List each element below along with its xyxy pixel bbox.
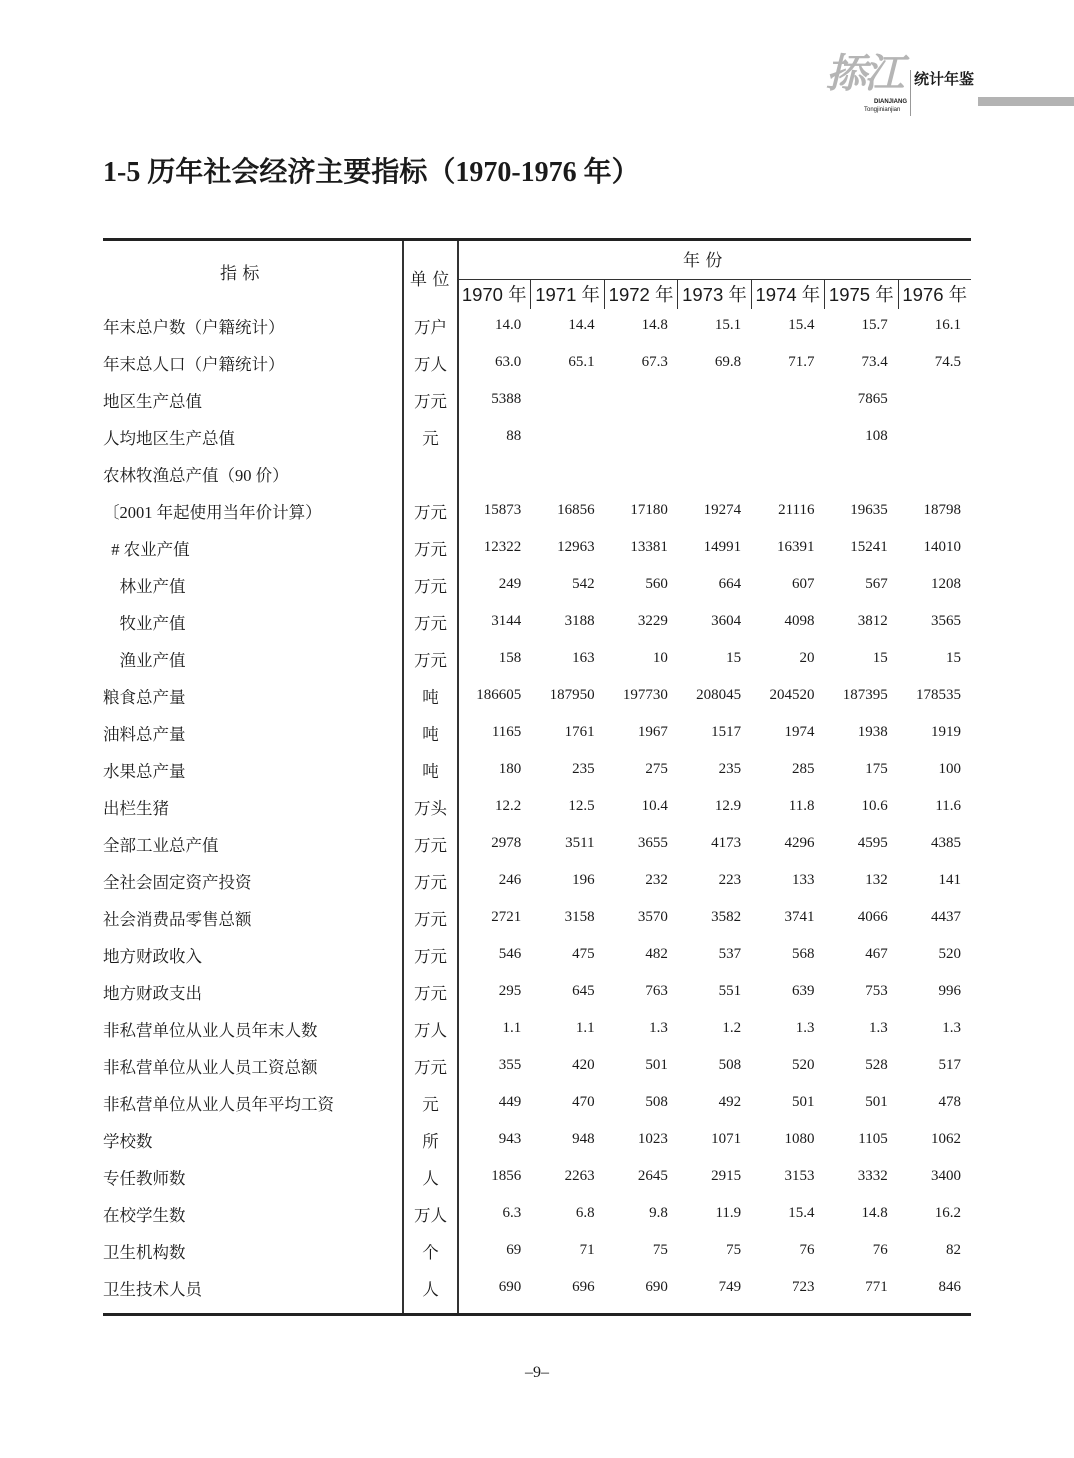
cell-value: 690 [645, 1279, 668, 1295]
row-label: 油料总产量 [103, 724, 186, 744]
year-header: 1973 年 [677, 280, 750, 309]
cell-value: 88 [506, 428, 522, 444]
row-label: 专任教师数 [103, 1168, 186, 1188]
cell-value: 3570 [637, 909, 668, 925]
cell-value: 753 [865, 983, 888, 999]
cell-value: 12322 [483, 539, 522, 555]
row-label: 年末总人口（户籍统计） [103, 354, 285, 374]
row-label: 非私营单位从业人员工资总额 [103, 1057, 318, 1077]
header-year-group: 年 份 [683, 251, 723, 271]
row-unit: 吨 [422, 687, 439, 707]
cell-value: 15.4 [788, 1205, 815, 1221]
cell-value: 100 [938, 761, 962, 777]
row-label: 全部工业总产值 [103, 835, 219, 855]
cell-value: 10.4 [641, 798, 668, 814]
row-label: 非私营单位从业人员年平均工资 [103, 1094, 334, 1114]
cell-value: 235 [718, 761, 742, 777]
row-unit: 万元 [413, 391, 447, 411]
cell-value: 1.3 [795, 1020, 815, 1036]
cell-value: 132 [865, 872, 888, 888]
cell-value: 4098 [784, 613, 815, 629]
table-row [103, 640, 971, 677]
table-row [103, 973, 971, 1010]
row-label: 渔业产值 [103, 650, 186, 670]
cell-value: 1517 [711, 724, 742, 740]
table-row [103, 1195, 971, 1232]
row-unit: 万元 [413, 613, 447, 633]
row-unit: 个 [422, 1242, 439, 1262]
table-row [103, 1158, 971, 1195]
cell-value: 14.4 [568, 317, 595, 333]
cell-value: 235 [572, 761, 595, 777]
year-header: 1975 年 [824, 280, 897, 309]
logo-calligraphy: 掭江 [826, 51, 902, 96]
row-label: 人均地区生产总值 [103, 428, 235, 448]
cell-value: 607 [791, 576, 815, 592]
cell-value: 275 [645, 761, 668, 777]
row-label: 年末总户数（户籍统计） [103, 317, 285, 337]
cell-value: 17180 [630, 502, 668, 518]
cell-value: 9.8 [649, 1205, 668, 1221]
cell-value: 420 [572, 1057, 595, 1073]
cell-value: 492 [718, 1094, 742, 1110]
cell-value: 14010 [923, 539, 962, 555]
table-bottom-rule [103, 1313, 971, 1316]
cell-value: 478 [938, 1094, 962, 1110]
cell-value: 537 [718, 946, 742, 962]
logo-pinyin-sub: Tongjinianjian [864, 107, 901, 113]
cell-value: 567 [865, 576, 888, 592]
cell-value: 3188 [564, 613, 595, 629]
logo-name: 统计年鉴 [914, 70, 975, 88]
cell-value: 196 [572, 872, 595, 888]
row-label: 水果总产量 [103, 761, 186, 781]
cell-value: 690 [498, 1279, 522, 1295]
cell-value: 141 [938, 872, 962, 888]
cell-value: 12.2 [495, 798, 522, 814]
logo-pinyin: DIANJIANG [874, 99, 908, 105]
cell-value: 3400 [931, 1168, 962, 1184]
cell-value: 501 [791, 1094, 815, 1110]
cell-value: 246 [498, 872, 522, 888]
table-body [103, 307, 971, 1306]
row-label: 牧业产值 [103, 613, 186, 633]
row-unit: 万头 [413, 798, 447, 818]
cell-value: 7865 [857, 391, 888, 407]
cell-value: 18798 [923, 502, 962, 518]
row-unit: 万元 [413, 946, 447, 966]
cell-value: 3604 [711, 613, 742, 629]
row-unit: 万人 [413, 1205, 447, 1225]
table-row [103, 1010, 971, 1047]
table-top-rule [103, 238, 971, 241]
table-row [103, 714, 971, 751]
row-label: 在校学生数 [103, 1205, 186, 1225]
cell-value: 6.3 [502, 1205, 522, 1221]
row-label: 粮食总产量 [103, 687, 186, 707]
cell-value: 1856 [491, 1168, 522, 1184]
yearbook-logo [826, 52, 986, 122]
cell-value: 1062 [931, 1131, 962, 1147]
cell-value: 16856 [557, 502, 595, 518]
cell-value: 1208 [931, 576, 962, 592]
cell-value: 180 [498, 761, 522, 777]
cell-value: 1.3 [869, 1020, 888, 1036]
row-unit: 元 [422, 428, 439, 448]
cell-value: 482 [645, 946, 668, 962]
cell-value: 15.1 [714, 317, 742, 333]
cell-value: 1023 [637, 1131, 668, 1147]
cell-value: 63.0 [495, 354, 522, 370]
cell-value: 21116 [778, 502, 815, 518]
cell-value: 645 [572, 983, 595, 999]
row-label: 农林牧渔总产值（90 价） [103, 465, 289, 485]
page-title: 1-5 历年社会经济主要指标（1970-1976 年） [103, 157, 640, 188]
cell-value: 69 [506, 1242, 522, 1258]
cell-value: 67.3 [641, 354, 668, 370]
cell-value: 5388 [491, 391, 522, 407]
row-unit: 吨 [422, 724, 439, 744]
table-row [103, 1232, 971, 1269]
cell-value: 1.1 [502, 1020, 522, 1036]
cell-value: 2645 [637, 1168, 668, 1184]
cell-value: 546 [498, 946, 522, 962]
cell-value: 1761 [564, 724, 595, 740]
table-row [103, 862, 971, 899]
cell-value: 187395 [842, 687, 888, 703]
row-label: 出栏生猪 [103, 798, 169, 818]
cell-value: 3158 [564, 909, 595, 925]
cell-value: 2978 [491, 835, 522, 851]
row-unit: 万人 [413, 354, 447, 374]
cell-value: 508 [718, 1057, 742, 1073]
cell-value: 1080 [784, 1131, 815, 1147]
table-row [103, 1121, 971, 1158]
cell-value: 11.8 [788, 798, 815, 814]
row-unit: 万元 [413, 650, 447, 670]
table-row [103, 677, 971, 714]
table-row [103, 1047, 971, 1084]
row-unit: 所 [422, 1131, 439, 1151]
row-label: 林业产值 [103, 576, 186, 596]
cell-value: 108 [865, 428, 888, 444]
cell-value: 551 [718, 983, 742, 999]
cell-value: 6.8 [575, 1205, 595, 1221]
cell-value: 1938 [857, 724, 888, 740]
cell-value: 1974 [784, 724, 815, 740]
row-unit: 人 [422, 1168, 439, 1188]
cell-value: 15 [872, 650, 888, 666]
table-row [103, 307, 971, 344]
cell-value: 3332 [857, 1168, 888, 1184]
header-indicator: 指 标 [220, 264, 260, 284]
row-label: 卫生技术人员 [103, 1279, 202, 1299]
cell-value: 3812 [857, 613, 888, 629]
cell-value: 16.2 [934, 1205, 962, 1221]
cell-value: 69.8 [714, 354, 742, 370]
cell-value: 16391 [776, 539, 815, 555]
cell-value: 4066 [857, 909, 888, 925]
cell-value: 846 [938, 1279, 962, 1295]
row-unit: 万元 [413, 909, 447, 929]
cell-value: 20 [799, 650, 815, 666]
row-label: 〔2001 年起使用当年价计算） [103, 502, 322, 522]
cell-value: 3511 [565, 835, 595, 851]
year-header: 1976 年 [898, 280, 971, 309]
cell-value: 178535 [916, 687, 962, 703]
row-label: 学校数 [103, 1131, 153, 1151]
cell-value: 14991 [703, 539, 742, 555]
cell-value: 197730 [622, 687, 668, 703]
cell-value: 14.8 [641, 317, 668, 333]
cell-value: 568 [791, 946, 815, 962]
table-row [103, 751, 971, 788]
cell-value: 19274 [703, 502, 742, 518]
row-unit: 万人 [413, 1020, 447, 1040]
table-row [103, 899, 971, 936]
cell-value: 10 [652, 650, 668, 666]
cell-value: 1105 [858, 1131, 888, 1147]
cell-value: 208045 [696, 687, 742, 703]
cell-value: 501 [865, 1094, 888, 1110]
cell-value: 501 [645, 1057, 668, 1073]
row-label: 卫生机构数 [103, 1242, 186, 1262]
table-row [103, 529, 971, 566]
cell-value: 11.6 [935, 798, 962, 814]
year-header-row [458, 279, 971, 309]
cell-value: 3655 [637, 835, 668, 851]
table-row [103, 603, 971, 640]
cell-value: 696 [572, 1279, 595, 1295]
row-label: 社会消费品零售总额 [103, 909, 252, 929]
row-label: 地方财政收入 [103, 946, 202, 966]
cell-value: 749 [718, 1279, 742, 1295]
row-label: 非私营单位从业人员年末人数 [103, 1020, 318, 1040]
cell-value: 771 [865, 1279, 888, 1295]
cell-value: 15873 [483, 502, 522, 518]
cell-value: 1.2 [722, 1020, 742, 1036]
cell-value: 3565 [931, 613, 962, 629]
cell-value: 508 [645, 1094, 668, 1110]
cell-value: 3582 [711, 909, 742, 925]
cell-value: 467 [865, 946, 888, 962]
cell-value: 1.3 [942, 1020, 962, 1036]
cell-value: 4437 [931, 909, 962, 925]
cell-value: 75 [726, 1242, 742, 1258]
cell-value: 12.9 [714, 798, 742, 814]
cell-value: 2721 [491, 909, 522, 925]
table-row [103, 344, 971, 381]
cell-value: 1071 [711, 1131, 742, 1147]
cell-value: 520 [938, 946, 962, 962]
row-unit: 元 [422, 1094, 439, 1114]
cell-value: 158 [498, 650, 522, 666]
cell-value: 520 [791, 1057, 815, 1073]
cell-value: 4385 [931, 835, 962, 851]
cell-value: 10.6 [861, 798, 888, 814]
header-unit: 单 位 [410, 270, 450, 290]
cell-value: 639 [791, 983, 815, 999]
row-unit: 万元 [413, 835, 447, 855]
cell-value: 2263 [564, 1168, 595, 1184]
row-label: 地区生产总值 [103, 391, 202, 411]
header-bar [978, 97, 1074, 106]
cell-value: 187950 [549, 687, 595, 703]
cell-value: 15 [946, 650, 962, 666]
cell-value: 4173 [711, 835, 742, 851]
row-unit: 人 [422, 1279, 439, 1299]
cell-value: 4296 [784, 835, 815, 851]
cell-value: 232 [645, 872, 668, 888]
cell-value: 133 [791, 872, 815, 888]
cell-value: 475 [572, 946, 595, 962]
row-unit: 万元 [413, 872, 447, 892]
cell-value: 3741 [784, 909, 815, 925]
cell-value: 12.5 [568, 798, 595, 814]
year-header: 1974 年 [751, 280, 824, 309]
cell-value: 517 [938, 1057, 962, 1073]
table-row [103, 1269, 971, 1306]
cell-value: 223 [718, 872, 742, 888]
logo-divider [910, 70, 911, 116]
cell-value: 763 [645, 983, 668, 999]
cell-value: 16.1 [934, 317, 962, 333]
cell-value: 528 [865, 1057, 888, 1073]
cell-value: 449 [498, 1094, 522, 1110]
table-row [103, 418, 971, 455]
cell-value: 943 [498, 1131, 522, 1147]
row-unit: 万元 [413, 539, 447, 559]
row-label: 地方财政支出 [103, 983, 202, 1003]
cell-value: 1165 [491, 724, 522, 740]
row-unit: 吨 [422, 761, 439, 781]
cell-value: 65.1 [568, 354, 595, 370]
cell-value: 19635 [850, 502, 888, 518]
cell-value: 74.5 [934, 354, 962, 370]
cell-value: 73.4 [861, 354, 888, 370]
cell-value: 723 [791, 1279, 815, 1295]
cell-value: 11.9 [715, 1205, 742, 1221]
cell-value: 15.4 [788, 317, 815, 333]
cell-value: 948 [572, 1131, 595, 1147]
cell-value: 71.7 [788, 354, 815, 370]
cell-value: 3229 [637, 613, 668, 629]
cell-value: 285 [791, 761, 815, 777]
cell-value: 249 [498, 576, 522, 592]
cell-value: 82 [946, 1242, 962, 1258]
year-header: 1970 年 [461, 284, 527, 305]
cell-value: 355 [498, 1057, 522, 1073]
table-row [103, 492, 971, 529]
cell-value: 664 [718, 576, 742, 592]
row-unit: 万元 [413, 1057, 447, 1077]
row-unit: 万元 [413, 576, 447, 596]
cell-value: 75 [652, 1242, 668, 1258]
row-label: 全社会固定资产投资 [103, 872, 252, 892]
cell-value: 4595 [857, 835, 888, 851]
table-row [103, 1084, 971, 1121]
table-row [103, 455, 971, 492]
cell-value: 13381 [630, 539, 668, 555]
year-header: 1972 年 [604, 280, 677, 309]
cell-value: 204520 [769, 687, 815, 703]
cell-value: 1.3 [649, 1020, 668, 1036]
cell-value: 470 [572, 1094, 595, 1110]
cell-value: 1919 [931, 724, 962, 740]
cell-value: 76 [872, 1242, 888, 1258]
cell-value: 542 [572, 576, 595, 592]
cell-value: 3153 [784, 1168, 815, 1184]
row-label: # 农业产值 [103, 539, 190, 559]
cell-value: 15241 [850, 539, 888, 555]
table-row [103, 825, 971, 862]
cell-value: 12963 [557, 539, 595, 555]
cell-value: 1967 [637, 724, 668, 740]
row-unit: 万元 [413, 502, 447, 522]
cell-value: 14.8 [861, 1205, 888, 1221]
cell-value: 2915 [711, 1168, 742, 1184]
cell-value: 163 [572, 650, 595, 666]
cell-value: 1.1 [575, 1020, 595, 1036]
cell-value: 175 [865, 761, 888, 777]
cell-value: 76 [799, 1242, 815, 1258]
cell-value: 14.0 [495, 317, 522, 333]
cell-value: 295 [498, 983, 522, 999]
year-header: 1971 年 [530, 280, 603, 309]
table-row [103, 788, 971, 825]
table-row [103, 566, 971, 603]
table-row [103, 381, 971, 418]
row-unit: 万元 [413, 983, 447, 1003]
cell-value: 996 [938, 983, 962, 999]
cell-value: 3144 [491, 613, 522, 629]
cell-value: 15.7 [861, 317, 888, 333]
row-unit: 万户 [413, 317, 447, 337]
page-number: –9– [525, 1364, 549, 1381]
cell-value: 186605 [476, 687, 522, 703]
cell-value: 15 [726, 650, 742, 666]
table-row [103, 936, 971, 973]
cell-value: 560 [645, 576, 668, 592]
cell-value: 71 [579, 1242, 595, 1258]
